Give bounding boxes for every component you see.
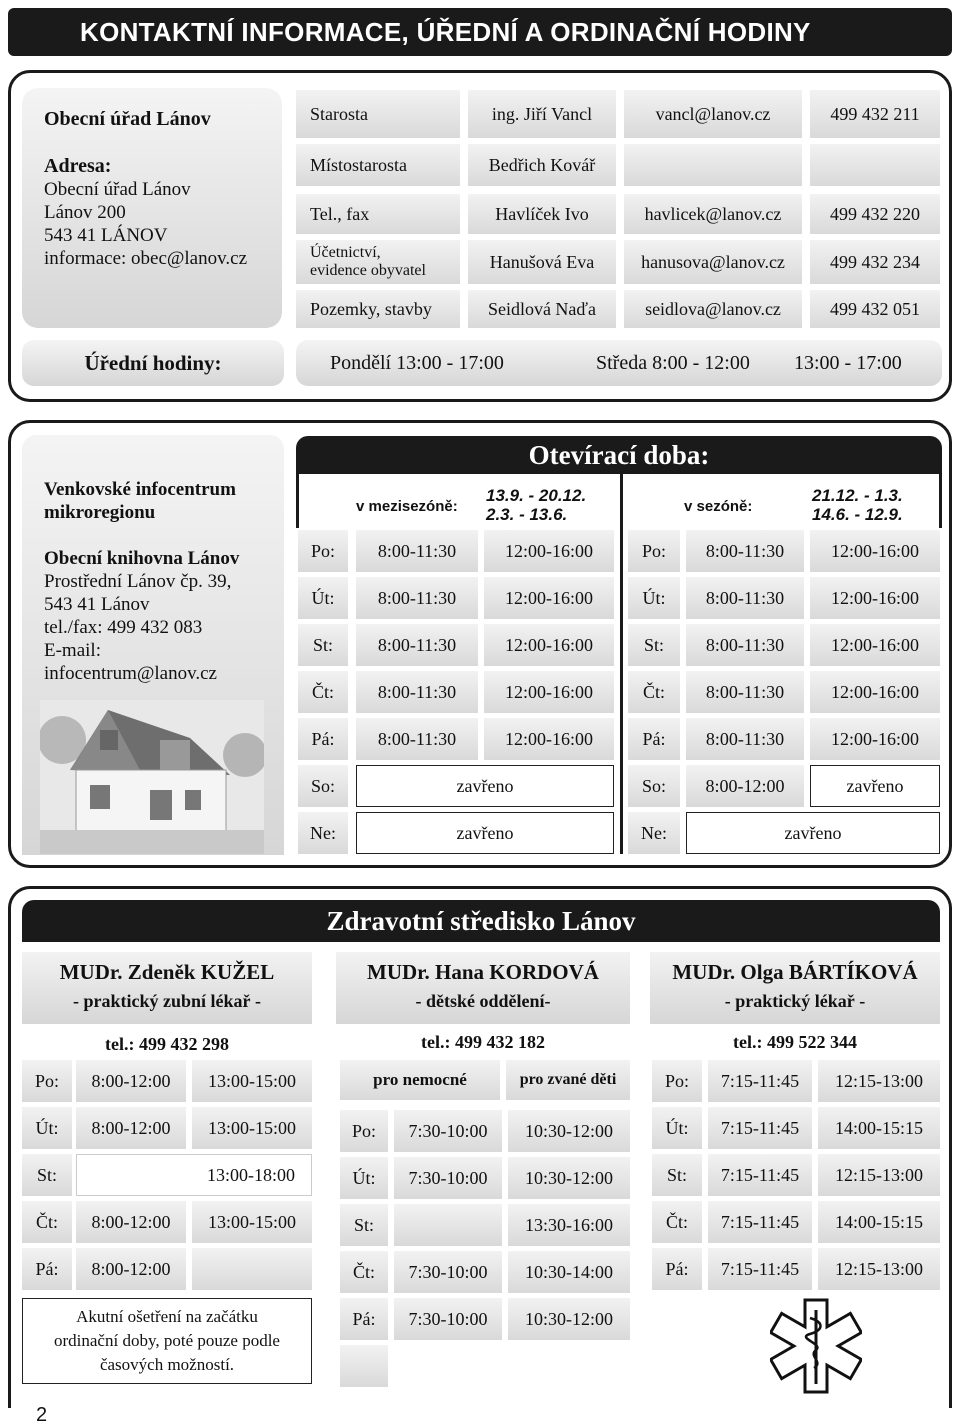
off-season-label: v mezisezóně: bbox=[356, 498, 458, 515]
day-label: Čt: bbox=[340, 1251, 388, 1293]
contact-role: Starosta bbox=[296, 90, 460, 138]
doctor-role: - praktický zubní lékař - bbox=[72, 991, 261, 1011]
infocentre-title: Venkovské infocentrum bbox=[44, 479, 236, 500]
day-label: Út: bbox=[340, 1157, 388, 1199]
time-afternoon: 12:00-16:00 bbox=[810, 718, 940, 760]
doctor-role: - dětské oddělení- bbox=[415, 991, 551, 1011]
doctor-2-header bbox=[336, 952, 630, 1024]
time-afternoon: 14:00-15:15 bbox=[818, 1201, 940, 1243]
doctor-name: MUDr. Zdeněk KUŽEL bbox=[59, 960, 275, 984]
day-label: Po: bbox=[22, 1060, 72, 1102]
note-line: ordinační doby, poté pouze podle bbox=[54, 1331, 280, 1350]
day-label: Pá: bbox=[340, 1298, 388, 1340]
time-invited: 10:30-14:00 bbox=[508, 1251, 630, 1293]
page-number: 2 bbox=[36, 1404, 48, 1426]
time-morning: 8:00-12:00 bbox=[76, 1060, 186, 1102]
opening-hours-title: Otevírací doba: bbox=[296, 436, 942, 474]
time-morning: 8:00-12:00 bbox=[686, 765, 804, 807]
time-invited: 13:30-16:00 bbox=[508, 1204, 630, 1246]
time-invited: 10:30-12:00 bbox=[508, 1110, 630, 1152]
time-afternoon: 12:00-16:00 bbox=[484, 530, 614, 572]
contact-name: Havlíček Ivo bbox=[468, 194, 616, 234]
address-line-3: 543 41 LÁNOV bbox=[44, 225, 168, 246]
time-sick: 7:30-10:00 bbox=[394, 1251, 502, 1293]
day-label: Čt: bbox=[628, 671, 680, 713]
day-label: Út: bbox=[628, 577, 680, 619]
doctor-role: - praktický lékař - bbox=[724, 991, 866, 1011]
day-label: Pá: bbox=[628, 718, 680, 760]
time-invited: 10:30-12:00 bbox=[508, 1157, 630, 1199]
time-afternoon: 12:00-16:00 bbox=[810, 624, 940, 666]
contact-email: hanusova@lanov.cz bbox=[624, 240, 802, 284]
time-morning: 8:00-12:00 bbox=[76, 1248, 186, 1290]
contact-name: ing. Jiří Vancl bbox=[468, 90, 616, 138]
emergency-note bbox=[22, 1298, 312, 1384]
time-morning: 8:00-11:30 bbox=[686, 671, 804, 713]
library-address: Prostřední Lánov čp. 39, bbox=[44, 571, 232, 592]
time-morning: 7:15-11:45 bbox=[708, 1248, 812, 1290]
day-label: So: bbox=[628, 765, 680, 807]
time-afternoon: 13:00-15:00 bbox=[192, 1107, 312, 1149]
time-morning: 7:15-11:45 bbox=[708, 1060, 812, 1102]
doctor-phone: tel.: 499 432 182 bbox=[421, 1032, 545, 1052]
day-label: Pá: bbox=[652, 1248, 702, 1290]
time-afternoon: 12:00-16:00 bbox=[810, 530, 940, 572]
time-afternoon: 12:00-16:00 bbox=[810, 577, 940, 619]
time-afternoon: 12:00-16:00 bbox=[484, 624, 614, 666]
day-label: Po: bbox=[652, 1060, 702, 1102]
divider bbox=[939, 474, 942, 528]
contact-role-detail: evidence obyvatel bbox=[310, 262, 426, 279]
time-afternoon: 14:00-15:15 bbox=[818, 1107, 940, 1149]
contact-role: Pozemky, stavby bbox=[296, 290, 460, 328]
day-label: Čt: bbox=[652, 1201, 702, 1243]
time-afternoon: 12:00-16:00 bbox=[810, 671, 940, 713]
contact-role: Místostarosta bbox=[296, 144, 460, 186]
doctor-name: MUDr. Olga BÁRTÍKOVÁ bbox=[672, 960, 918, 984]
contact-phone: 499 432 220 bbox=[810, 194, 940, 234]
doctor-3-header bbox=[650, 952, 940, 1024]
contact-role: Tel., fax bbox=[296, 194, 460, 234]
library-name: Obecní knihovna Lánov bbox=[44, 548, 240, 569]
time-afternoon: 13:00-18:00 bbox=[76, 1154, 312, 1196]
time-afternoon: 12:00-16:00 bbox=[484, 577, 614, 619]
empty-cell bbox=[340, 1345, 388, 1387]
contact-name: Hanušová Eva bbox=[468, 240, 616, 284]
day-label: St: bbox=[652, 1154, 702, 1196]
time-afternoon bbox=[192, 1248, 312, 1290]
time-morning: 7:15-11:45 bbox=[708, 1201, 812, 1243]
office-hours-wednesday-afternoon: 13:00 - 17:00 bbox=[794, 352, 902, 374]
closed-cell: zavřeno bbox=[686, 812, 940, 854]
library-email-label: E-mail: bbox=[44, 640, 101, 661]
day-label: Po: bbox=[340, 1110, 388, 1152]
office-name: Obecní úřad Lánov bbox=[44, 108, 211, 130]
doctor-name: MUDr. Hana KORDOVÁ bbox=[367, 960, 599, 984]
time-morning: 8:00-11:30 bbox=[686, 577, 804, 619]
time-morning: 7:15-11:45 bbox=[708, 1154, 812, 1196]
time-morning: 8:00-12:00 bbox=[76, 1201, 186, 1243]
contact-email: vancl@lanov.cz bbox=[624, 90, 802, 138]
day-label: Pá: bbox=[298, 718, 348, 760]
time-morning: 8:00-11:30 bbox=[686, 530, 804, 572]
closed-cell: zavřeno bbox=[356, 765, 614, 807]
time-afternoon: 12:15-13:00 bbox=[818, 1154, 940, 1196]
health-centre-title: Zdravotní středisko Lánov bbox=[22, 900, 940, 942]
season-dates-2: 14.6. - 12.9. bbox=[812, 505, 903, 524]
off-season-dates-1: 13.9. - 20.12. bbox=[486, 486, 587, 505]
contact-email: seidlova@lanov.cz bbox=[624, 290, 802, 328]
time-afternoon: 12:00-16:00 bbox=[484, 671, 614, 713]
day-label: Po: bbox=[298, 530, 348, 572]
contact-phone: 499 432 234 bbox=[810, 240, 940, 284]
time-afternoon: 12:15-13:00 bbox=[818, 1060, 940, 1102]
column-header-invited: pro zvané děti bbox=[506, 1060, 630, 1100]
library-city: 543 41 Lánov bbox=[44, 594, 150, 615]
note-line: časových možností. bbox=[99, 1355, 235, 1374]
day-label: Čt: bbox=[298, 671, 348, 713]
time-invited: 10:30-12:00 bbox=[508, 1298, 630, 1340]
day-label: St: bbox=[628, 624, 680, 666]
time-morning: 8:00-11:30 bbox=[356, 718, 478, 760]
time-afternoon: 12:15-13:00 bbox=[818, 1248, 940, 1290]
time-sick: 7:30-10:00 bbox=[394, 1110, 502, 1152]
time-afternoon: 13:00-15:00 bbox=[192, 1201, 312, 1243]
doctor-phone: tel.: 499 432 298 bbox=[105, 1034, 229, 1054]
time-morning: 8:00-11:30 bbox=[356, 671, 478, 713]
time-morning: 8:00-11:30 bbox=[686, 718, 804, 760]
day-label: So: bbox=[298, 765, 348, 807]
contact-name: Seidlová Naďa bbox=[468, 290, 616, 328]
day-label: St: bbox=[22, 1154, 72, 1196]
day-label: Ne: bbox=[628, 812, 680, 854]
time-morning: 8:00-11:30 bbox=[356, 624, 478, 666]
day-label: St: bbox=[340, 1204, 388, 1246]
time-afternoon: 12:00-16:00 bbox=[484, 718, 614, 760]
library-building-image bbox=[40, 700, 264, 854]
address-label: Adresa: bbox=[44, 155, 112, 177]
time-sick: 7:30-10:00 bbox=[394, 1298, 502, 1340]
library-email: infocentrum@lanov.cz bbox=[44, 663, 217, 684]
address-line-1: Obecní úřad Lánov bbox=[44, 179, 191, 200]
time-sick: 7:30-10:00 bbox=[394, 1157, 502, 1199]
column-header-sick: pro nemocné bbox=[340, 1060, 500, 1100]
doctor-1-header bbox=[22, 952, 312, 1024]
office-hours-label: Úřední hodiny: bbox=[22, 340, 284, 386]
time-afternoon: 13:00-15:00 bbox=[192, 1060, 312, 1102]
season-dates-1: 21.12. - 1.3. bbox=[812, 486, 903, 505]
day-label: Út: bbox=[298, 577, 348, 619]
day-label: Ne: bbox=[298, 812, 348, 854]
day-label: Pá: bbox=[22, 1248, 72, 1290]
note-line: Akutní ošetření na začátku bbox=[76, 1307, 258, 1326]
contact-phone: 499 432 211 bbox=[810, 90, 940, 138]
doctor-phone: tel.: 499 522 344 bbox=[733, 1032, 857, 1052]
contact-role-accounting bbox=[296, 240, 460, 284]
season-label: v sezóně: bbox=[684, 498, 753, 515]
time-morning: 8:00-11:30 bbox=[356, 530, 478, 572]
library-phone: tel./fax: 499 432 083 bbox=[44, 617, 203, 638]
contact-phone bbox=[810, 144, 940, 186]
divider bbox=[620, 474, 623, 854]
time-morning: 7:15-11:45 bbox=[708, 1107, 812, 1149]
day-label: St: bbox=[298, 624, 348, 666]
time-morning: 8:00-12:00 bbox=[76, 1107, 186, 1149]
office-email: informace: obec@lanov.cz bbox=[44, 248, 247, 269]
contact-email bbox=[624, 144, 802, 186]
page-title: KONTAKTNÍ INFORMACE, ÚŘEDNÍ A ORDINAČNÍ HODINY bbox=[8, 8, 952, 56]
office-hours-wednesday: Středa 8:00 - 12:00 bbox=[596, 352, 750, 374]
divider bbox=[296, 474, 299, 528]
day-label: Po: bbox=[628, 530, 680, 572]
contact-phone: 499 432 051 bbox=[810, 290, 940, 328]
contact-email: havlicek@lanov.cz bbox=[624, 194, 802, 234]
star-of-life-icon bbox=[770, 1296, 862, 1396]
day-label: Út: bbox=[22, 1107, 72, 1149]
day-label: Čt: bbox=[22, 1201, 72, 1243]
address-line-2: Lánov 200 bbox=[44, 202, 126, 223]
closed-cell: zavřeno bbox=[356, 812, 614, 854]
contact-role: Účetnictví, bbox=[310, 244, 381, 261]
off-season-dates-2: 2.3. - 13.6. bbox=[486, 505, 568, 524]
time-morning: 8:00-11:30 bbox=[356, 577, 478, 619]
time-morning: 8:00-11:30 bbox=[686, 624, 804, 666]
contact-name: Bedřich Kovář bbox=[468, 144, 616, 186]
day-label: Út: bbox=[652, 1107, 702, 1149]
closed-cell: zavřeno bbox=[810, 765, 940, 807]
time-sick bbox=[394, 1204, 502, 1246]
infocentre-title-2: mikroregionu bbox=[44, 502, 156, 523]
office-hours-monday: Pondělí 13:00 - 17:00 bbox=[330, 352, 504, 374]
